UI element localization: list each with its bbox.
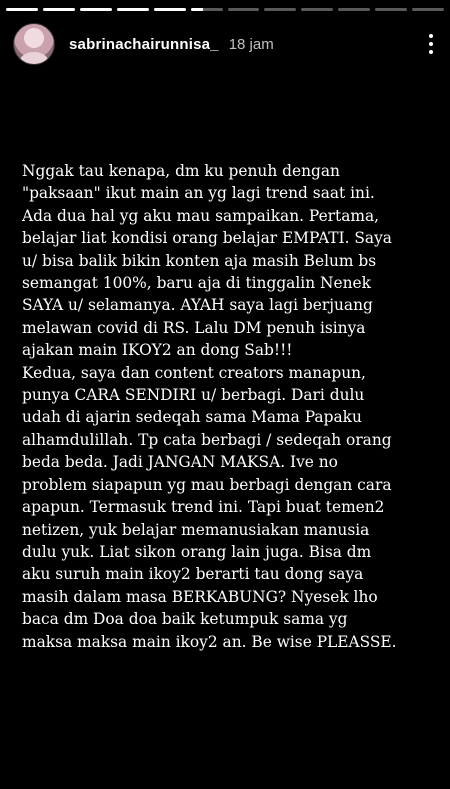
progress-segment bbox=[228, 8, 260, 11]
progress-segment bbox=[412, 8, 444, 11]
progress-fill bbox=[154, 8, 186, 11]
story-progress-bar bbox=[6, 8, 444, 11]
progress-segment bbox=[117, 8, 149, 11]
progress-segment bbox=[6, 8, 38, 11]
progress-fill bbox=[80, 8, 112, 11]
username[interactable]: sabrinachairunnisa_ bbox=[69, 35, 219, 53]
progress-fill bbox=[43, 8, 75, 11]
more-options-icon[interactable] bbox=[425, 31, 437, 57]
post-time: 18 jam bbox=[228, 35, 274, 53]
progress-fill bbox=[117, 8, 149, 11]
progress-segment bbox=[264, 8, 296, 11]
progress-segment bbox=[80, 8, 112, 11]
progress-fill bbox=[191, 8, 204, 11]
progress-segment bbox=[301, 8, 333, 11]
profile-avatar[interactable] bbox=[13, 23, 55, 65]
story-text: Nggak tau kenapa, dm ku penuh dengan "paksaan" ikut main an yg lagi trend saat ini. Ada dua hal yg aku mau sampaikan. Pertama, belajar liat kondisi orang belajar EMPATI. Saya u/ bisa balik bikin konten aja masih Belum bs semangat 100%, baru aja di tinggalin Nenek SAYA u/ selamanya. AYAH saya lagi berjuang melawan covid di RS. Lalu DM penuh isinya ajakan main IKOY2 an dong Sab!!! Kedua, saya dan content creators manapun, punya CARA SENDIRI u/ berbagi. Dari dulu udah di ajarin sedeqah sama Mama Papaku alhamdulillah. Tp cata berbagi / sedeqah orang beda beda. Jadi JANGAN MAKSA. Ive no problem siapapun yg mau berbagi dengan cara apapun. Termasuk trend ini. Tapi buat temen2 netizen, yuk belajar memanusiakan manusia dulu yuk. Liat sikon orang lain juga. Bisa dm aku suruh main ikoy2 berarti tau dong saya masih dalam masa BERKABUNG? Nyesek lho baca dm Doa doa baik ketumpuk sama yg maksa maksa main ikoy2 an. Be wise PLEASSE. bbox=[22, 162, 397, 651]
progress-segment bbox=[338, 8, 370, 11]
more-dot bbox=[429, 42, 433, 46]
progress-segment bbox=[191, 8, 223, 11]
progress-segment bbox=[43, 8, 75, 11]
progress-segment bbox=[375, 8, 407, 11]
more-dot bbox=[429, 50, 433, 54]
story-header bbox=[13, 24, 437, 64]
progress-segment bbox=[154, 8, 186, 11]
progress-fill bbox=[6, 8, 38, 11]
more-dot bbox=[429, 34, 433, 38]
